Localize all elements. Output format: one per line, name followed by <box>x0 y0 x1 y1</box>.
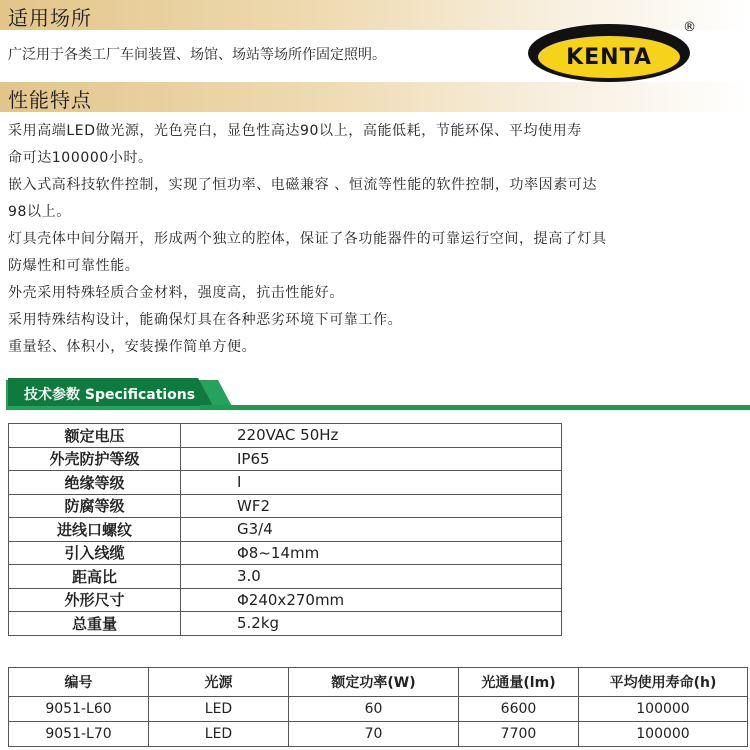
table-cell: 9051-L60 <box>9 697 149 722</box>
feature-line: 灯具壳体中间分隔开，形成两个独立的腔体，保证了各功能器件的可靠运行空间，提高了灯具 <box>8 231 607 247</box>
table-row <box>9 518 562 542</box>
specifications-table <box>8 423 562 636</box>
table-cell: 7700 <box>459 722 579 747</box>
features-section-header <box>0 82 750 112</box>
logo-ellipse <box>528 24 690 82</box>
specifications-header <box>0 378 750 410</box>
spec-value: Φ240x270mm <box>181 588 562 612</box>
spec-value: 3.0 <box>181 565 562 589</box>
spec-value: IP65 <box>181 447 562 471</box>
table-cell: 70 <box>289 722 459 747</box>
spec-value: I <box>181 471 562 495</box>
table-header-row <box>9 668 748 697</box>
header-accent-bar <box>8 382 14 404</box>
feature-line: 重量轻、体积小，安装操作简单方便。 <box>8 339 257 355</box>
table-row <box>9 612 562 636</box>
spec-key: 总重量 <box>9 612 181 636</box>
spec-key: 进线口螺纹 <box>9 518 181 542</box>
spec-key: 引入线缆 <box>9 541 181 565</box>
logo-inner <box>538 36 680 78</box>
header-underline <box>200 405 750 410</box>
spec-value: 220VAC 50Hz <box>181 424 562 448</box>
table-cell: 6600 <box>459 697 579 722</box>
logo-wordmark: KENTA <box>566 44 652 70</box>
features-section-title: 性能特点 <box>8 88 92 112</box>
table-row <box>9 471 562 495</box>
spec-key: 防腐等级 <box>9 494 181 518</box>
spec-key: 外形尺寸 <box>9 588 181 612</box>
spec-value: G3/4 <box>181 518 562 542</box>
models-table <box>8 667 748 747</box>
table-row <box>9 722 748 747</box>
table-row <box>9 424 562 448</box>
feature-line: 嵌入式高科技软件控制，实现了恒功率、电磁兼容 、恒流等性能的软件控制，功率因素可达 <box>8 177 598 193</box>
registered-mark: ® <box>683 20 696 35</box>
feature-line: 采用高端LED做光源，光色亮白，显色性高达90以上，高能低耗，节能环保、平均使用寿 <box>8 123 582 139</box>
spec-value: 5.2kg <box>181 612 562 636</box>
usage-section-title: 适用场所 <box>8 6 92 30</box>
features-list <box>8 118 748 361</box>
feature-line: 采用特殊结构设计，能确保灯具在各种恶劣环境下可靠工作。 <box>8 312 403 328</box>
column-header: 平均使用寿命(h) <box>579 668 748 697</box>
table-row <box>9 494 562 518</box>
table-cell: 100000 <box>579 722 748 747</box>
feature-line: 命可达100000小时。 <box>8 150 153 166</box>
table-row <box>9 697 748 722</box>
table-cell: 100000 <box>579 697 748 722</box>
column-header: 编号 <box>9 668 149 697</box>
column-header: 光源 <box>149 668 289 697</box>
column-header: 额定功率(W) <box>289 668 459 697</box>
feature-line: 防爆性和可靠性能。 <box>8 258 140 274</box>
table-cell: 9051-L70 <box>9 722 149 747</box>
table-cell: LED <box>149 722 289 747</box>
table-row <box>9 588 562 612</box>
usage-description: 广泛用于各类工厂车间装置、场馆、场站等场所作固定照明。 <box>8 47 386 63</box>
table-cell: 60 <box>289 697 459 722</box>
specifications-title: 技术参数 Specifications <box>24 387 196 403</box>
spec-key: 外壳防护等级 <box>9 447 181 471</box>
spec-value: WF2 <box>181 494 562 518</box>
spec-key: 距高比 <box>9 565 181 589</box>
kenta-logo <box>528 20 696 86</box>
feature-line: 外壳采用特殊轻质合金材料，强度高，抗击性能好。 <box>8 285 344 301</box>
spec-key: 绝缘等级 <box>9 471 181 495</box>
spec-value: Φ8~14mm <box>181 541 562 565</box>
spec-key: 额定电压 <box>9 424 181 448</box>
table-row <box>9 565 562 589</box>
table-cell: LED <box>149 697 289 722</box>
table-row <box>9 447 562 471</box>
feature-line: 98以上。 <box>8 204 71 220</box>
table-row <box>9 541 562 565</box>
column-header: 光通量(lm) <box>459 668 579 697</box>
